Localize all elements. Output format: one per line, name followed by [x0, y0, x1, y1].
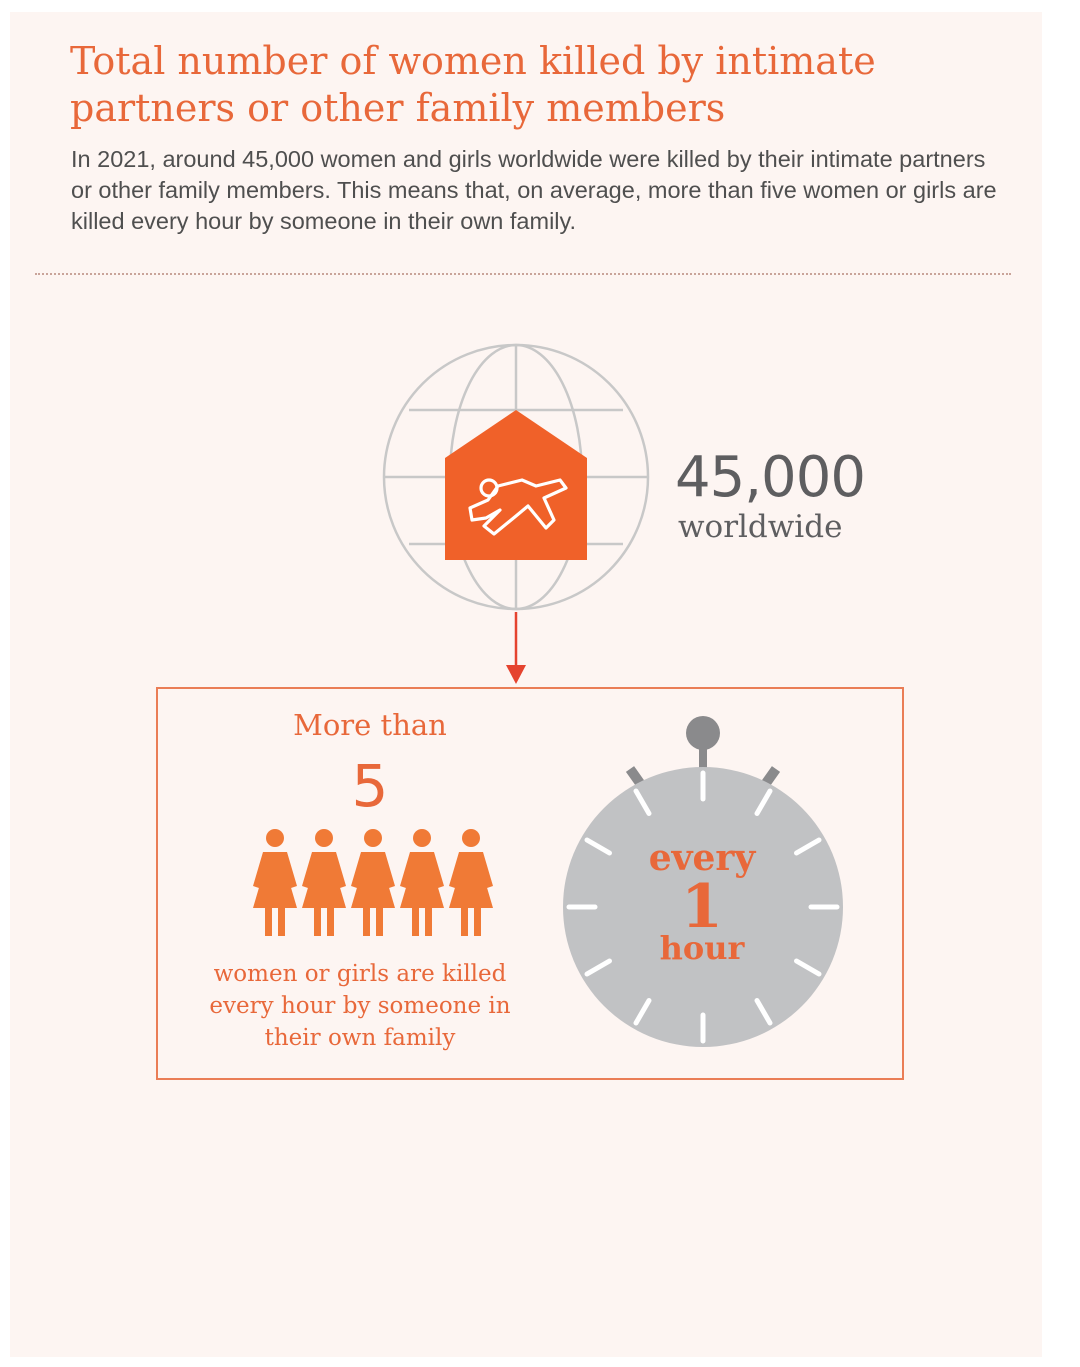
clock-unit-label: hour [659, 929, 745, 967]
page-title: Total number of women killed by intimate partners or other family members [70, 39, 876, 130]
arrow-down-icon [506, 612, 526, 684]
clock-number: 1 [681, 872, 723, 942]
per-hour-count: 5 [351, 752, 389, 820]
worldwide-label: worldwide [678, 509, 843, 545]
worldwide-count: 45,000 [675, 445, 865, 510]
page-subtitle: In 2021, around 45,000 women and girls worldwide were killed by their intimate partners or other family members. This means that, on average, more than five women or girls are killed every hour by someone in their own family. [71, 146, 997, 234]
more-than-label: More than [293, 708, 447, 742]
per-hour-description: women or girls are killed every hour by someone in their own family [209, 961, 511, 1051]
clock-every-label: every [648, 837, 756, 879]
